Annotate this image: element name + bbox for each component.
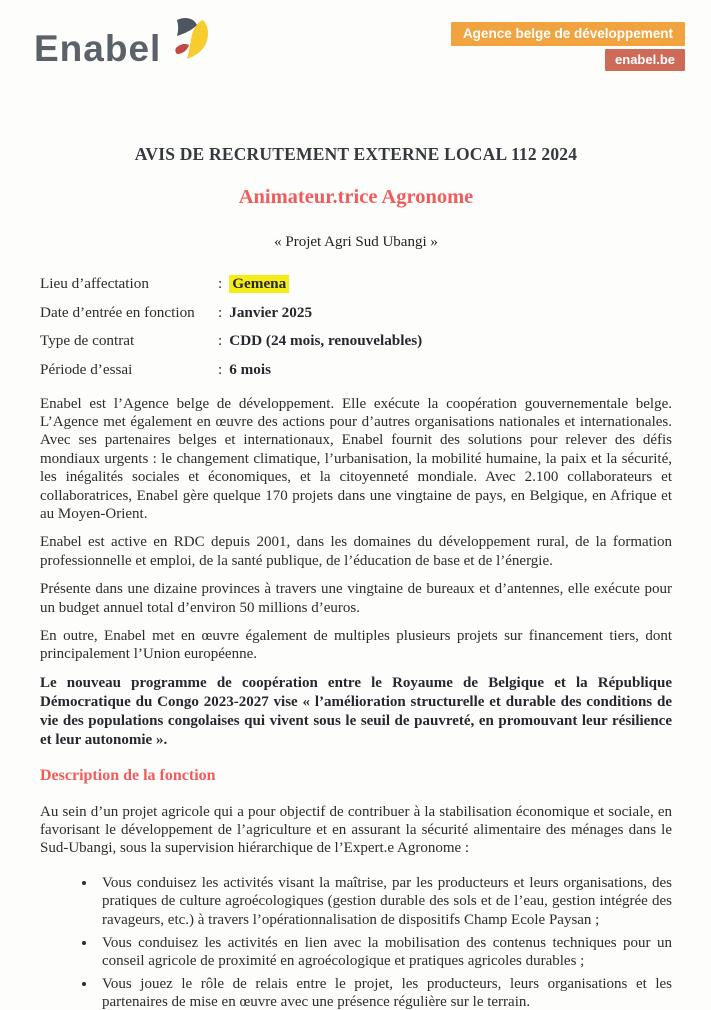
- paragraph-program: Le nouveau programme de coopération entre le Royaume de Belgique et la République Démocratique du Congo 2023-2027 vise « l’amélioration structurelle et durable des conditions de vie des populations congolaises qui vivent sous le seuil de pauvreté, en promouvant leur résilience et leur autonomie ».: [40, 674, 672, 749]
- field-value-start-date: Janvier 2025: [229, 303, 313, 321]
- document-header: [0, 0, 711, 90]
- field-label: Type de contrat: [40, 332, 135, 349]
- project-name: « Projet Agri Sud Ubangi »: [274, 234, 438, 250]
- field-label: Date d’entrée en fonction: [40, 303, 195, 321]
- paragraph-enabel-rdc: Enabel est active en RDC depuis 2001, dans les domaines du développement rural, de la formation professionnelle et emploi, de la santé publique, de l’éducation de base et de l’énergie.: [40, 534, 672, 569]
- notice-title: AVIS DE RECRUTEMENT EXTERNE LOCAL 112 2024: [134, 144, 578, 164]
- agency-badge: Agence belge de développement: [451, 22, 685, 46]
- field-value-location: Gemena: [229, 275, 289, 293]
- job-details-fields: [40, 275, 672, 379]
- website-badge: enabel.be: [605, 49, 685, 71]
- enabel-logo-text: Enabel: [34, 28, 162, 69]
- field-value-trial-period: 6 mois: [229, 360, 271, 378]
- section-heading-description: Description de la fonction: [40, 766, 216, 784]
- field-colon: :: [218, 332, 223, 349]
- field-label: Période d’essai: [40, 360, 133, 378]
- duty-item: • Vous conduisez les activités en lien avec la mobilisation des contenus techniques pour un conseil agricole de proximité en agroécologique et pratiques agricoles durables ;: [97, 934, 672, 971]
- field-row-start-date: [40, 304, 672, 322]
- field-row-location: [40, 275, 672, 293]
- paragraph-provinces: Présente dans une dizaine provinces à travers une vingtaine de bureaux et d’antennes, elle exécute pour un budget annuel total d’environ 50 millions d’euros.: [40, 581, 672, 616]
- header-badges: [451, 22, 685, 71]
- duty-item: • Vous conduisez les activités visant la maîtrise, par les producteurs et leurs organisations, des pratiques de culture agroécologiques (gestion durable des sols et de l’eau, gestion intégrée des ravageurs, etc.) à travers l’opérationnalisation de dispositifs Champ Ecole Paysan ;: [97, 874, 672, 930]
- enabel-logo: [34, 16, 215, 72]
- document-content: [0, 144, 711, 1010]
- field-colon: :: [218, 303, 223, 321]
- paragraph-enabel-intro: Enabel est l’Agence belge de développement. Elle exécute la coopération gouvernementale belge. L’Agence met également en œuvre des actions pour d’autres organisations nationales et internationales. Avec ses partenaires belges et internationaux, Enabel fournit des solutions pour relever des défis mondiaux urgents : le changement climatique, l’urbanisation, la mobilité humaine, la paix et la sécurité, les inégalités sociales et économiques, et la citoyenneté mondiale. Avec 2.100 collaborateurs et collaboratrices, Enabel gère quelque 170 projets dans une vingtaine de pays, en Belgique, en Afrique et au Moyen-Orient.: [40, 395, 672, 522]
- field-label: Lieu d’affectation: [40, 275, 149, 292]
- field-value-contract-type: CDD (24 mois, renouvelables): [229, 332, 423, 349]
- paragraph-function-intro: Au sein d’un projet agricole qui a pour objectif de contribuer à la stabilisation économique et sociale, en favorisant le développement de l’agriculture et en assurant la sécurité alimentaire des ménages dans le Sud-Ubangi, sous la supervision hiérarchique de l’Expert.e Agronome :: [40, 803, 672, 857]
- duties-list: [40, 874, 672, 1010]
- field-colon: :: [218, 275, 223, 292]
- job-title: Animateur.trice Agronome: [238, 186, 474, 208]
- field-row-contract-type: [40, 332, 672, 350]
- field-colon: :: [218, 360, 223, 378]
- duty-item: • Vous jouez le rôle de relais entre le projet, les producteurs, leurs organisations et les partenaires de mise en œuvre avec une présence régulière sur le terrain.: [97, 975, 672, 1010]
- paragraph-financement-tiers: En outre, Enabel met en œuvre également de multiples plusieurs projets sur financement tiers, dont principalement l’Union européenne.: [40, 627, 672, 663]
- enabel-bird-icon: [163, 16, 215, 72]
- field-row-trial-period: [40, 361, 672, 379]
